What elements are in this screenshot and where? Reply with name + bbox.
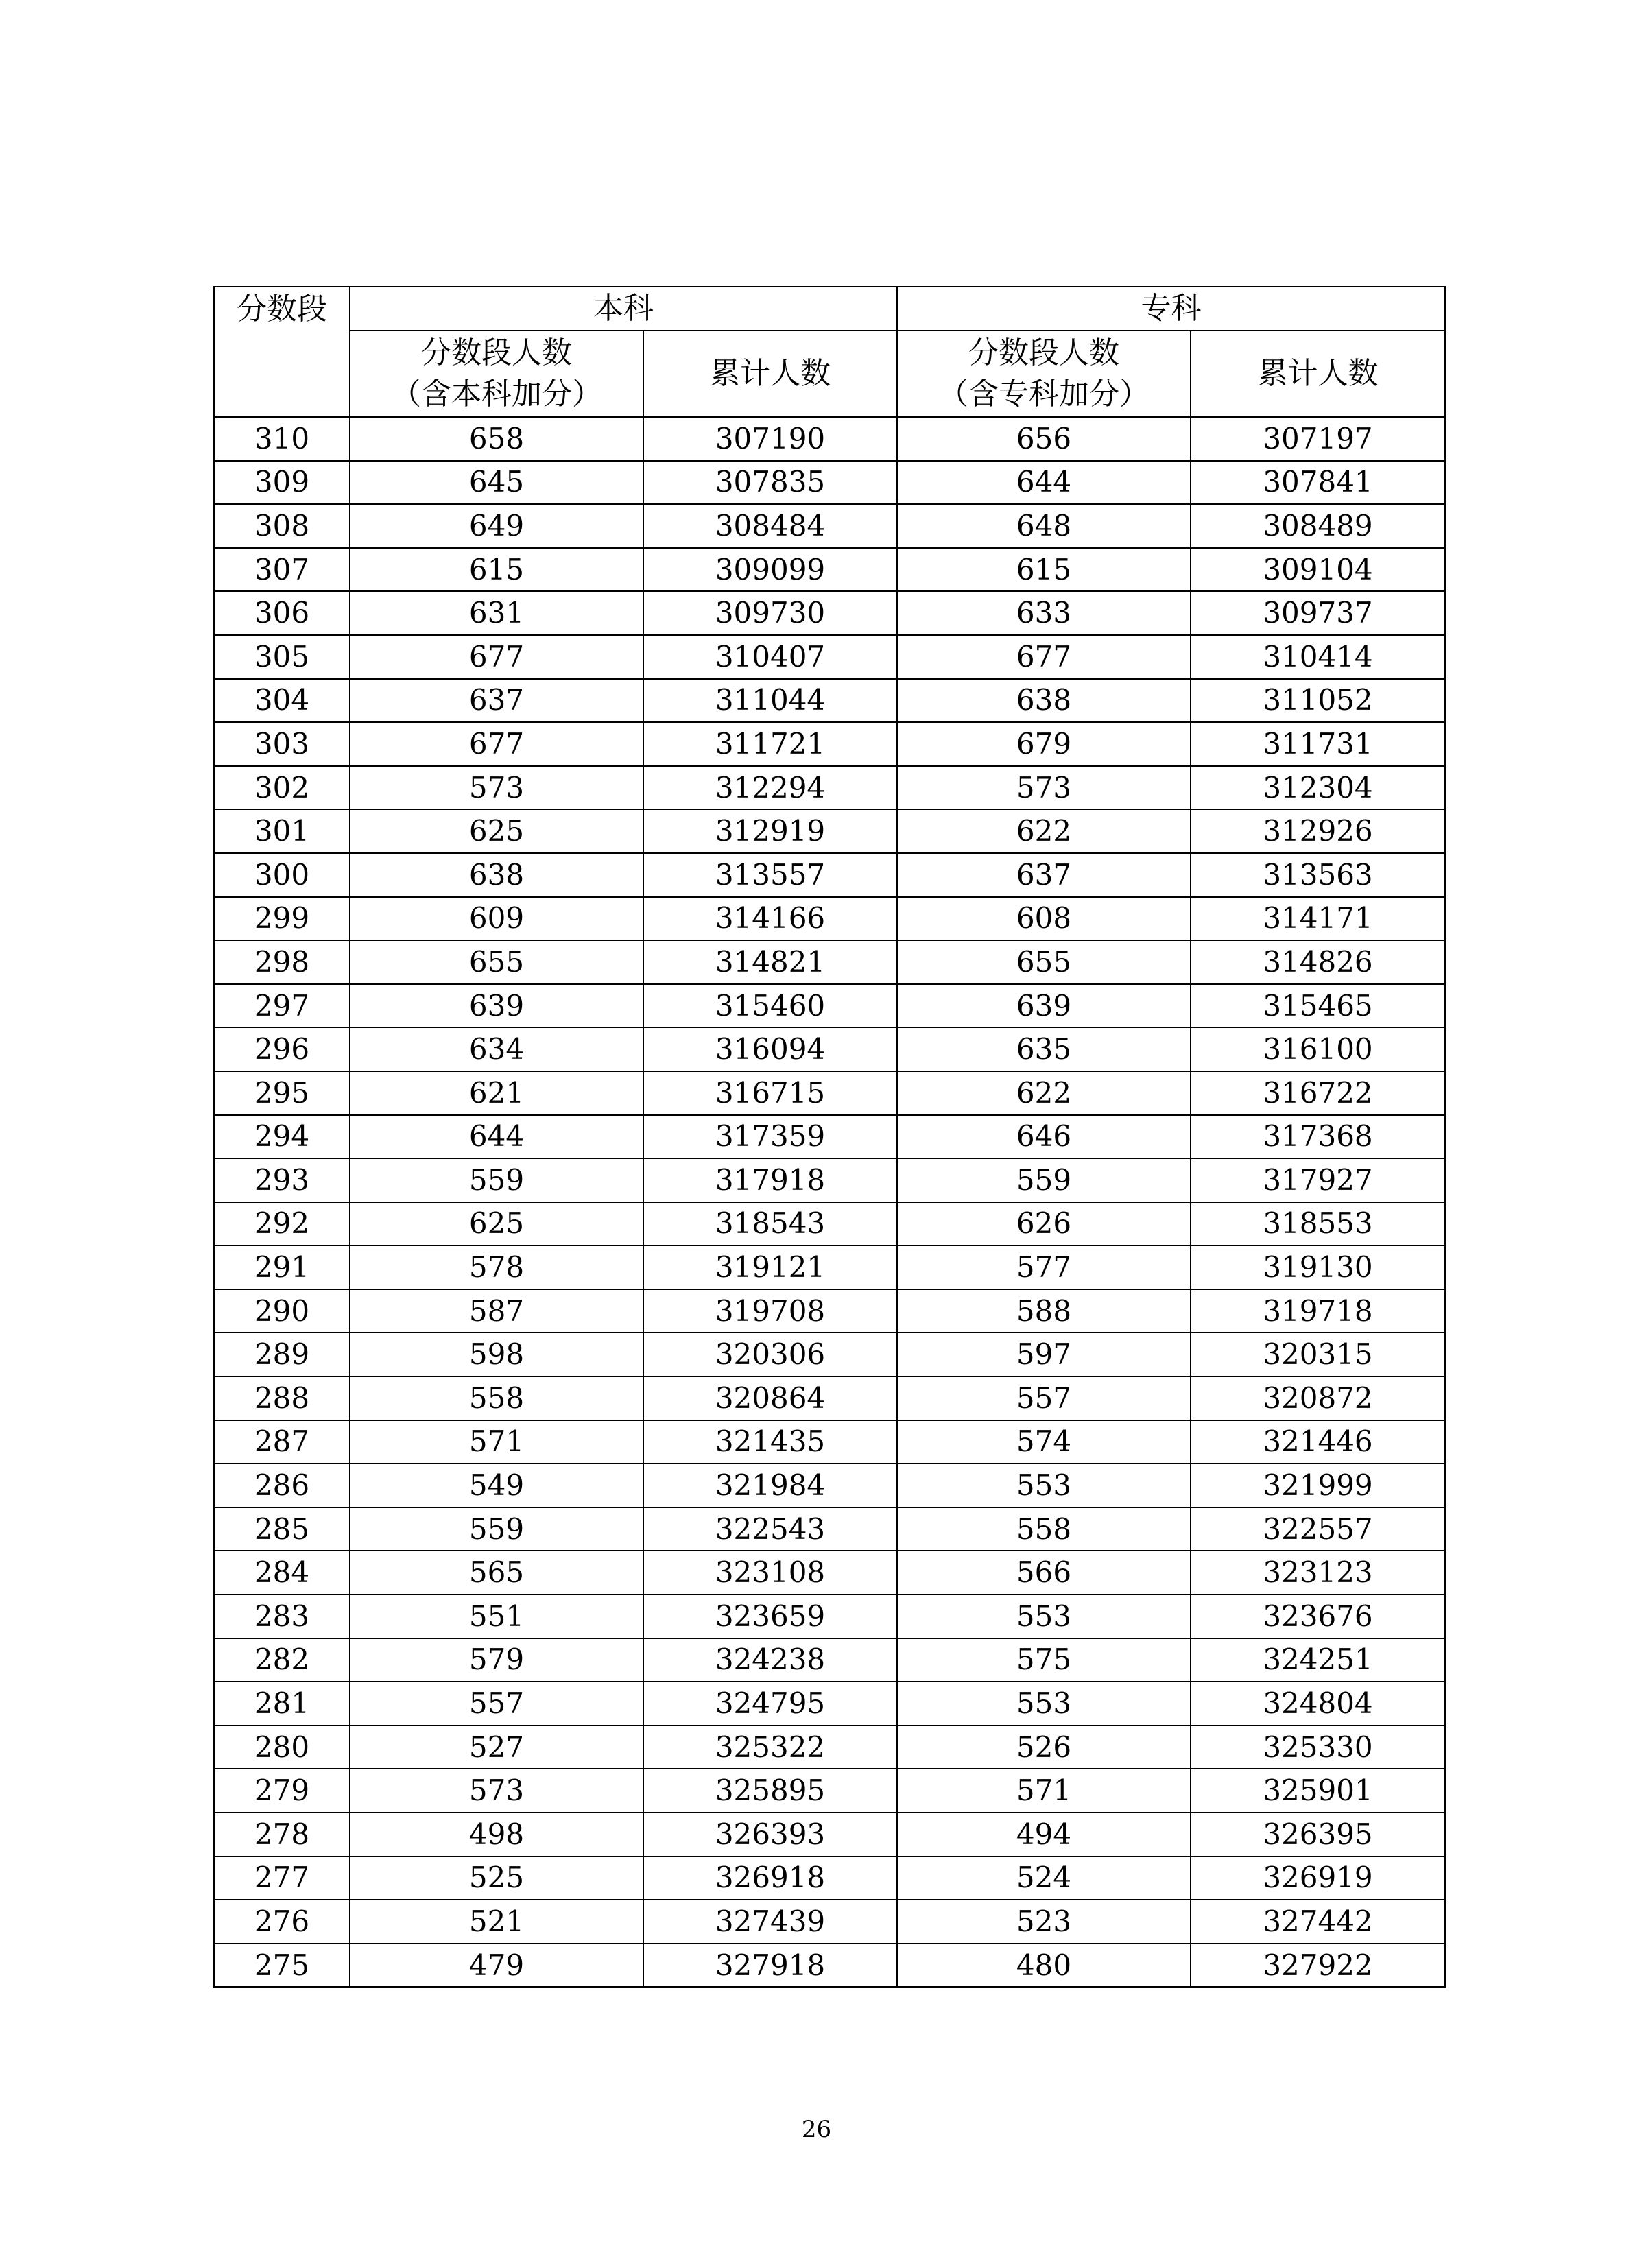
header-score-band: 分数段	[214, 287, 350, 417]
cell-undergrad-cumulative: 314821	[643, 940, 897, 984]
cell-undergrad-count: 521	[350, 1900, 643, 1944]
cell-undergrad-cumulative: 327439	[643, 1900, 897, 1944]
header-undergrad-cumulative: 累计人数	[643, 331, 897, 417]
table-row	[214, 679, 1445, 723]
cell-undergrad-count: 677	[350, 722, 643, 766]
cell-undergrad-cumulative: 312919	[643, 809, 897, 853]
cell-vocational-count: 558	[897, 1507, 1191, 1551]
cell-vocational-cumulative: 320315	[1191, 1333, 1445, 1376]
table-row	[214, 1595, 1445, 1638]
cell-vocational-cumulative: 319130	[1191, 1245, 1445, 1289]
cell-undergrad-count: 625	[350, 809, 643, 853]
cell-vocational-count: 622	[897, 1071, 1191, 1115]
header-undergrad-count-label: 分数段人数	[421, 335, 572, 370]
cell-vocational-count: 566	[897, 1551, 1191, 1595]
cell-undergrad-cumulative: 316715	[643, 1071, 897, 1115]
cell-undergrad-count: 637	[350, 679, 643, 723]
cell-vocational-count: 637	[897, 853, 1191, 897]
cell-score: 304	[214, 679, 350, 723]
cell-score: 291	[214, 1245, 350, 1289]
cell-vocational-count: 577	[897, 1245, 1191, 1289]
cell-undergrad-cumulative: 324238	[643, 1638, 897, 1682]
table-row	[214, 1944, 1445, 1988]
cell-score: 306	[214, 591, 350, 635]
cell-score: 282	[214, 1638, 350, 1682]
cell-score: 288	[214, 1376, 350, 1420]
cell-undergrad-count: 565	[350, 1551, 643, 1595]
cell-undergrad-count: 573	[350, 766, 643, 810]
cell-score: 284	[214, 1551, 350, 1595]
header-vocational-count	[897, 331, 1191, 417]
cell-undergrad-cumulative: 317359	[643, 1115, 897, 1159]
cell-score: 293	[214, 1158, 350, 1202]
cell-vocational-cumulative: 321446	[1191, 1420, 1445, 1464]
cell-vocational-cumulative: 324804	[1191, 1682, 1445, 1726]
cell-vocational-cumulative: 312926	[1191, 809, 1445, 853]
cell-score: 307	[214, 548, 350, 592]
cell-undergrad-cumulative: 309099	[643, 548, 897, 592]
cell-vocational-cumulative: 311052	[1191, 679, 1445, 723]
cell-score: 297	[214, 984, 350, 1028]
cell-undergrad-cumulative: 319121	[643, 1245, 897, 1289]
table-row	[214, 548, 1445, 592]
cell-vocational-cumulative: 314826	[1191, 940, 1445, 984]
cell-vocational-cumulative: 323676	[1191, 1595, 1445, 1638]
cell-vocational-cumulative: 307197	[1191, 417, 1445, 461]
cell-vocational-count: 639	[897, 984, 1191, 1028]
table-row	[214, 504, 1445, 548]
cell-undergrad-cumulative: 314166	[643, 897, 897, 941]
table-row	[214, 1900, 1445, 1944]
cell-score: 287	[214, 1420, 350, 1464]
cell-vocational-cumulative: 324251	[1191, 1638, 1445, 1682]
cell-vocational-count: 615	[897, 548, 1191, 592]
cell-vocational-cumulative: 310414	[1191, 635, 1445, 679]
cell-vocational-count: 526	[897, 1726, 1191, 1769]
cell-vocational-count: 638	[897, 679, 1191, 723]
cell-score: 296	[214, 1027, 350, 1071]
cell-vocational-count: 559	[897, 1158, 1191, 1202]
cell-undergrad-cumulative: 321435	[643, 1420, 897, 1464]
page-number: 26	[801, 2116, 832, 2143]
cell-vocational-cumulative: 313563	[1191, 853, 1445, 897]
cell-undergrad-count: 573	[350, 1769, 643, 1813]
cell-score: 281	[214, 1682, 350, 1726]
table-row	[214, 1202, 1445, 1246]
cell-undergrad-count: 551	[350, 1595, 643, 1638]
cell-undergrad-cumulative: 324795	[643, 1682, 897, 1726]
header-vocational-count-note: （含专科加分）	[938, 377, 1149, 411]
cell-vocational-cumulative: 312304	[1191, 766, 1445, 810]
cell-vocational-cumulative: 326919	[1191, 1857, 1445, 1900]
header-undergrad: 本科	[350, 287, 897, 331]
cell-vocational-cumulative: 309737	[1191, 591, 1445, 635]
cell-undergrad-cumulative: 321984	[643, 1464, 897, 1507]
cell-undergrad-cumulative: 308484	[643, 504, 897, 548]
cell-vocational-count: 575	[897, 1638, 1191, 1682]
cell-undergrad-cumulative: 315460	[643, 984, 897, 1028]
cell-vocational-cumulative: 311731	[1191, 722, 1445, 766]
table-row	[214, 1638, 1445, 1682]
cell-vocational-cumulative: 316100	[1191, 1027, 1445, 1071]
table-row	[214, 461, 1445, 505]
cell-score: 277	[214, 1857, 350, 1900]
cell-undergrad-count: 677	[350, 635, 643, 679]
cell-vocational-count: 573	[897, 766, 1191, 810]
cell-undergrad-cumulative: 320306	[643, 1333, 897, 1376]
cell-undergrad-count: 644	[350, 1115, 643, 1159]
header-undergrad-count	[350, 331, 643, 417]
cell-vocational-count: 633	[897, 591, 1191, 635]
cell-undergrad-count: 579	[350, 1638, 643, 1682]
cell-vocational-count: 644	[897, 461, 1191, 505]
cell-vocational-cumulative: 321999	[1191, 1464, 1445, 1507]
cell-vocational-cumulative: 325901	[1191, 1769, 1445, 1813]
cell-vocational-cumulative: 316722	[1191, 1071, 1445, 1115]
cell-undergrad-cumulative: 318543	[643, 1202, 897, 1246]
cell-undergrad-count: 621	[350, 1071, 643, 1115]
cell-vocational-cumulative: 309104	[1191, 548, 1445, 592]
cell-undergrad-count: 631	[350, 591, 643, 635]
cell-score: 309	[214, 461, 350, 505]
cell-vocational-count: 626	[897, 1202, 1191, 1246]
score-distribution-table	[213, 286, 1446, 1988]
cell-score: 298	[214, 940, 350, 984]
cell-undergrad-count: 578	[350, 1245, 643, 1289]
cell-vocational-cumulative: 327442	[1191, 1900, 1445, 1944]
cell-undergrad-count: 615	[350, 548, 643, 592]
table-row	[214, 591, 1445, 635]
cell-score: 289	[214, 1333, 350, 1376]
cell-undergrad-count: 587	[350, 1289, 643, 1333]
cell-vocational-count: 553	[897, 1682, 1191, 1726]
cell-undergrad-count: 558	[350, 1376, 643, 1420]
cell-undergrad-count: 609	[350, 897, 643, 941]
cell-score: 279	[214, 1769, 350, 1813]
cell-undergrad-count: 638	[350, 853, 643, 897]
cell-score: 303	[214, 722, 350, 766]
cell-undergrad-count: 639	[350, 984, 643, 1028]
cell-score: 305	[214, 635, 350, 679]
cell-vocational-count: 480	[897, 1944, 1191, 1988]
table-row	[214, 1289, 1445, 1333]
table-row	[214, 1376, 1445, 1420]
cell-undergrad-cumulative: 326918	[643, 1857, 897, 1900]
table-row	[214, 853, 1445, 897]
cell-vocational-count: 571	[897, 1769, 1191, 1813]
table-row	[214, 940, 1445, 984]
cell-score: 280	[214, 1726, 350, 1769]
table-row	[214, 1115, 1445, 1159]
cell-vocational-cumulative: 315465	[1191, 984, 1445, 1028]
cell-vocational-count: 588	[897, 1289, 1191, 1333]
cell-vocational-count: 553	[897, 1595, 1191, 1638]
cell-undergrad-cumulative: 319708	[643, 1289, 897, 1333]
cell-vocational-count: 648	[897, 504, 1191, 548]
cell-undergrad-cumulative: 316094	[643, 1027, 897, 1071]
cell-vocational-count: 656	[897, 417, 1191, 461]
header-vocational-cumulative: 累计人数	[1191, 331, 1445, 417]
cell-vocational-count: 677	[897, 635, 1191, 679]
cell-vocational-count: 646	[897, 1115, 1191, 1159]
cell-undergrad-cumulative: 320864	[643, 1376, 897, 1420]
cell-vocational-cumulative: 317927	[1191, 1158, 1445, 1202]
header-vocational-count-label: 分数段人数	[968, 335, 1119, 370]
cell-undergrad-count: 479	[350, 1944, 643, 1988]
cell-vocational-cumulative: 307841	[1191, 461, 1445, 505]
cell-vocational-cumulative: 323123	[1191, 1551, 1445, 1595]
cell-score: 299	[214, 897, 350, 941]
cell-vocational-count: 574	[897, 1420, 1191, 1464]
cell-undergrad-cumulative: 322543	[643, 1507, 897, 1551]
cell-undergrad-cumulative: 307190	[643, 417, 897, 461]
cell-undergrad-cumulative: 323108	[643, 1551, 897, 1595]
table-row	[214, 1769, 1445, 1813]
cell-undergrad-cumulative: 327918	[643, 1944, 897, 1988]
cell-undergrad-count: 559	[350, 1507, 643, 1551]
table-row	[214, 1551, 1445, 1595]
cell-score: 301	[214, 809, 350, 853]
cell-vocational-count: 608	[897, 897, 1191, 941]
cell-undergrad-cumulative: 309730	[643, 591, 897, 635]
cell-vocational-cumulative: 317368	[1191, 1115, 1445, 1159]
cell-undergrad-count: 527	[350, 1726, 643, 1769]
table-row	[214, 1245, 1445, 1289]
cell-vocational-count: 597	[897, 1333, 1191, 1376]
cell-score: 275	[214, 1944, 350, 1988]
cell-score: 302	[214, 766, 350, 810]
cell-score: 308	[214, 504, 350, 548]
cell-undergrad-count: 559	[350, 1158, 643, 1202]
table-row	[214, 984, 1445, 1028]
cell-vocational-count: 622	[897, 809, 1191, 853]
cell-undergrad-count: 549	[350, 1464, 643, 1507]
cell-score: 310	[214, 417, 350, 461]
cell-vocational-cumulative: 308489	[1191, 504, 1445, 548]
cell-vocational-count: 524	[897, 1857, 1191, 1900]
cell-score: 285	[214, 1507, 350, 1551]
cell-undergrad-cumulative: 307835	[643, 461, 897, 505]
table-row	[214, 897, 1445, 941]
cell-undergrad-cumulative: 317918	[643, 1158, 897, 1202]
cell-vocational-count: 655	[897, 940, 1191, 984]
cell-undergrad-cumulative: 310407	[643, 635, 897, 679]
cell-score: 300	[214, 853, 350, 897]
cell-score: 286	[214, 1464, 350, 1507]
cell-vocational-cumulative: 322557	[1191, 1507, 1445, 1551]
cell-vocational-count: 679	[897, 722, 1191, 766]
cell-score: 295	[214, 1071, 350, 1115]
cell-undergrad-count: 655	[350, 940, 643, 984]
table-row	[214, 1420, 1445, 1464]
cell-undergrad-count: 598	[350, 1333, 643, 1376]
table-row	[214, 1464, 1445, 1507]
cell-vocational-cumulative: 314171	[1191, 897, 1445, 941]
table-row	[214, 722, 1445, 766]
cell-vocational-cumulative: 327922	[1191, 1944, 1445, 1988]
cell-vocational-cumulative: 325330	[1191, 1726, 1445, 1769]
table-row	[214, 1333, 1445, 1376]
cell-vocational-count: 635	[897, 1027, 1191, 1071]
cell-undergrad-count: 525	[350, 1857, 643, 1900]
table-row	[214, 1857, 1445, 1900]
cell-undergrad-count: 625	[350, 1202, 643, 1246]
cell-vocational-count: 553	[897, 1464, 1191, 1507]
cell-undergrad-count: 649	[350, 504, 643, 548]
table-row	[214, 809, 1445, 853]
cell-undergrad-count: 557	[350, 1682, 643, 1726]
table-row	[214, 1813, 1445, 1857]
table-body	[214, 417, 1445, 1987]
table-row	[214, 1507, 1445, 1551]
cell-vocational-cumulative: 320872	[1191, 1376, 1445, 1420]
cell-undergrad-cumulative: 325895	[643, 1769, 897, 1813]
header-undergrad-count-note: （含本科加分）	[391, 377, 602, 411]
cell-undergrad-count: 498	[350, 1813, 643, 1857]
cell-vocational-cumulative: 326395	[1191, 1813, 1445, 1857]
cell-undergrad-cumulative: 311721	[643, 722, 897, 766]
table-row	[214, 417, 1445, 461]
cell-undergrad-cumulative: 312294	[643, 766, 897, 810]
cell-undergrad-count: 658	[350, 417, 643, 461]
cell-score: 290	[214, 1289, 350, 1333]
table-row	[214, 1726, 1445, 1769]
table-row	[214, 1071, 1445, 1115]
header-vocational: 专科	[897, 287, 1445, 331]
cell-vocational-count: 557	[897, 1376, 1191, 1420]
cell-vocational-cumulative: 318553	[1191, 1202, 1445, 1246]
cell-score: 276	[214, 1900, 350, 1944]
cell-undergrad-count: 645	[350, 461, 643, 505]
cell-undergrad-cumulative: 323659	[643, 1595, 897, 1638]
cell-undergrad-cumulative: 326393	[643, 1813, 897, 1857]
cell-undergrad-cumulative: 313557	[643, 853, 897, 897]
cell-vocational-count: 523	[897, 1900, 1191, 1944]
cell-score: 278	[214, 1813, 350, 1857]
cell-vocational-count: 494	[897, 1813, 1191, 1857]
cell-vocational-cumulative: 319718	[1191, 1289, 1445, 1333]
table-row	[214, 635, 1445, 679]
cell-undergrad-count: 634	[350, 1027, 643, 1071]
cell-undergrad-cumulative: 325322	[643, 1726, 897, 1769]
table-row	[214, 1682, 1445, 1726]
table-row	[214, 1158, 1445, 1202]
cell-score: 283	[214, 1595, 350, 1638]
cell-score: 294	[214, 1115, 350, 1159]
cell-undergrad-count: 571	[350, 1420, 643, 1464]
cell-undergrad-cumulative: 311044	[643, 679, 897, 723]
table-row	[214, 766, 1445, 810]
table-row	[214, 1027, 1445, 1071]
cell-score: 292	[214, 1202, 350, 1246]
